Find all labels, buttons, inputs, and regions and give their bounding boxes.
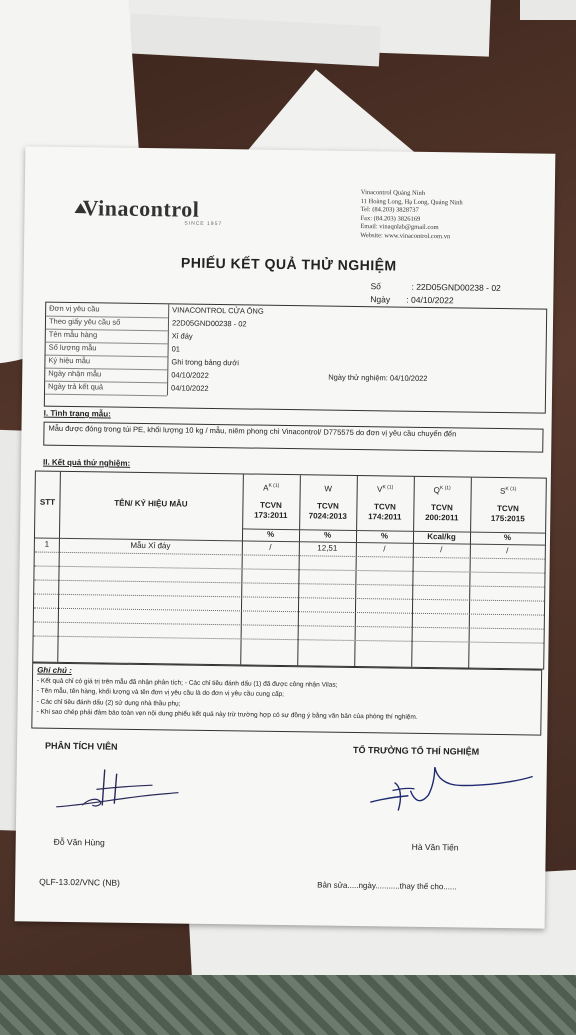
param-std: TCVN xyxy=(259,500,282,510)
date-value: : 04/10/2022 xyxy=(406,294,454,306)
note-line: - Khi sao chép phải đảm bảo toàn vẹn nội dung phiếu kết quả này trừ trường hợp có sự đồng ý bằng văn bản của phòng thí nghiệm. xyxy=(36,708,418,722)
row-stt: 1 xyxy=(44,539,50,549)
info-value: 04/10/2022 xyxy=(171,370,209,380)
param-std: 200:2011 xyxy=(425,512,459,523)
lab-head-signature xyxy=(364,756,535,820)
param-unit: Kcal/kg xyxy=(427,531,456,542)
analyst-name: Đỗ Văn Hùng xyxy=(53,836,105,848)
result-value: / xyxy=(383,544,386,554)
document-title: PHIẾU KẾT QUẢ THỬ NGHIỆM xyxy=(180,254,397,274)
result-value: / xyxy=(506,546,509,556)
company-line: 11 Hoàng Long, Hạ Long, Quảng Ninh xyxy=(360,197,463,207)
number-label: Số xyxy=(370,281,381,292)
info-label: Đơn vị yêu cầu xyxy=(49,303,100,314)
number-value: : 22D05GND00238 - 02 xyxy=(411,281,501,293)
notes-title: Ghi chú : xyxy=(37,665,72,676)
lab-head-title: TỔ TRƯỞNG TỔ THÍ NGHIỆM xyxy=(352,744,480,757)
form-code: QLF-13.02/VNC (NB) xyxy=(39,876,121,888)
header-sample-name: TÊN/ KÝ HIỆU MẪU xyxy=(114,498,188,509)
company-line: Website: www.vinacontrol.com.vn xyxy=(360,231,451,241)
param-std: 7024:2013 xyxy=(308,511,347,521)
edition-line: Bản sửa.....ngày...........thay thế cho...... xyxy=(317,880,457,892)
date-label: Ngày xyxy=(370,294,391,305)
param-unit: % xyxy=(323,530,332,540)
param-std: TCVN xyxy=(373,502,396,512)
sample-condition-text: Mẫu được đóng trong túi PE, khối lượng 10 kg / mẫu, niêm phong chì Vinacontrol/ D775575 do đơn vị yêu cầu chuyển đến xyxy=(43,422,543,453)
param-header: W xyxy=(324,484,333,494)
param-std: TCVN xyxy=(496,503,519,514)
info-value: VINACONTROL CỬA ÔNG xyxy=(172,305,264,316)
lab-head-name: Hà Văn Tiến xyxy=(411,841,459,853)
info-label: Ngày nhận mẫu xyxy=(48,368,102,379)
company-line: Vinacontrol Quảng Ninh xyxy=(360,189,426,197)
company-line: Fax: (84.203) 3826169 xyxy=(360,214,421,223)
info-value: Xỉ đáy xyxy=(171,331,193,341)
section-test-results: II. Kết quả thử nghiệm: xyxy=(42,457,131,468)
info-label: Số lượng mẫu xyxy=(48,342,97,353)
param-std: TCVN xyxy=(430,503,453,513)
test-result-sheet xyxy=(15,146,556,928)
results-table xyxy=(32,471,547,670)
info-label: Ngày trả kết quả xyxy=(48,381,104,392)
param-std: TCVN xyxy=(316,501,339,511)
company-address xyxy=(360,189,551,243)
info-value: 22D05GND00238 - 02 xyxy=(171,318,247,329)
analyst-signature xyxy=(52,759,183,821)
param-header: $Q^{K (1)}$ xyxy=(433,485,451,495)
info-value: Ghi trong bảng dưới xyxy=(171,357,239,368)
row-sample-name: Mẫu Xỉ đáy xyxy=(130,540,171,551)
note-line: - Tên mẫu, tên hàng, khối lượng và tên đơn vị yêu cầu là do đơn vị yêu cầu cung cấp; xyxy=(36,687,285,699)
param-unit: % xyxy=(503,533,512,543)
info-label: Ký hiệu mẫu xyxy=(48,355,91,366)
test-date: Ngày thử nghiệm: 04/10/2022 xyxy=(328,372,428,383)
result-value: / xyxy=(269,542,272,552)
request-info-box xyxy=(44,302,547,414)
company-line: Email: vinaqnlab@gmail.com xyxy=(360,223,439,232)
fabric-strip xyxy=(0,975,576,1035)
param-header: $A^{K (1)}$ xyxy=(263,482,280,493)
background-paper xyxy=(520,0,576,20)
info-value: 04/10/2022 xyxy=(171,383,209,393)
company-logo: Vinacontrol xyxy=(82,195,200,222)
result-value: / xyxy=(440,545,443,555)
section-sample-condition: I. Tình trạng mẫu: xyxy=(43,408,111,419)
info-value: 01 xyxy=(171,344,181,354)
info-label: Theo giấy yêu cầu số xyxy=(48,316,121,327)
param-std: 173:2011 xyxy=(254,510,288,521)
param-unit: % xyxy=(266,529,275,539)
company-line: Tel: (84.203) 3828737 xyxy=(360,206,419,215)
analyst-title: PHÂN TÍCH VIÊN xyxy=(45,740,118,752)
param-header: $V^{K (1)}$ xyxy=(377,484,394,495)
note-line: - Các chỉ tiêu đánh dấu (2) sử dụng nhà thầu phụ; xyxy=(36,698,181,708)
note-line: - Kết quả chỉ có giá trị trên mẫu đã nhận phân tích; - Các chỉ tiêu đánh dấu (1) đã được công nhận Vilas; xyxy=(36,677,338,689)
info-label: Tên mẫu hàng xyxy=(48,329,98,340)
result-value: 12,51 xyxy=(317,543,338,553)
param-header: $S^{K (1)}$ xyxy=(500,486,517,496)
notes-box xyxy=(31,662,542,735)
header-stt: STT xyxy=(39,497,56,507)
param-std: 175:2015 xyxy=(490,513,525,524)
param-unit: % xyxy=(380,531,389,541)
param-std: 174:2011 xyxy=(368,512,402,522)
logo-subtitle: SINCE 1957 xyxy=(184,220,223,228)
